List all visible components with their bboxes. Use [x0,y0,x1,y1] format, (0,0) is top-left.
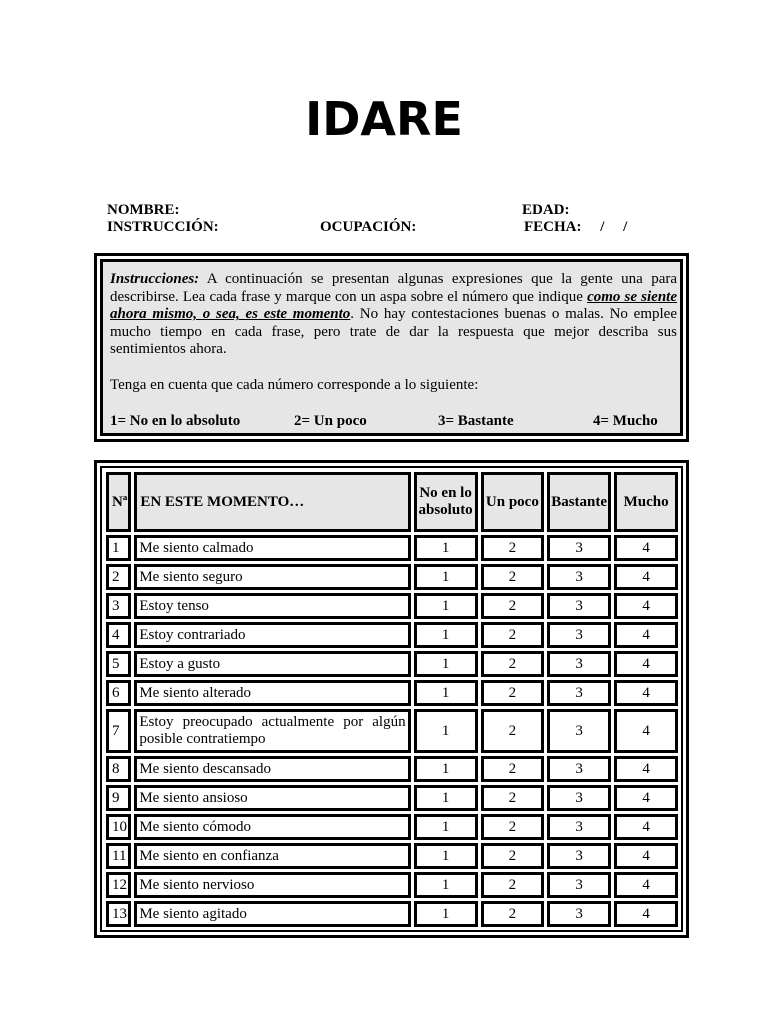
fecha-label: FECHA: / / [524,219,628,235]
option-mucho[interactable]: 4 [614,785,678,811]
table-row [106,756,678,782]
option-bastante[interactable]: 3 [547,756,611,782]
option-mucho[interactable]: 4 [614,901,678,927]
item-number: 13 [106,901,131,927]
option-no-en-lo-absoluto[interactable]: 1 [414,535,478,561]
table-row [106,593,678,619]
header-un-poco: Un poco [481,472,545,532]
option-un-poco[interactable]: 2 [481,535,545,561]
option-mucho[interactable]: 4 [614,872,678,898]
item-number: 11 [106,843,131,869]
option-mucho[interactable]: 4 [614,709,678,753]
item-number: 3 [106,593,131,619]
option-no-en-lo-absoluto[interactable]: 1 [414,564,478,590]
item-statement: Me siento seguro [134,564,410,590]
instruccion-label: INSTRUCCIÓN: [107,219,219,235]
option-no-en-lo-absoluto[interactable]: 1 [414,622,478,648]
option-un-poco[interactable]: 2 [481,901,545,927]
option-mucho[interactable]: 4 [614,535,678,561]
instructions-content [100,259,683,436]
table-row [106,901,678,927]
item-statement: Estoy preocupado actualmente por algún posible contratiempo [134,709,410,753]
header-no-en-lo-absoluto: No en lo absoluto [414,472,478,532]
scale-item-3: 3= Bastante [438,412,514,429]
option-un-poco[interactable]: 2 [481,593,545,619]
option-bastante[interactable]: 3 [547,843,611,869]
option-un-poco[interactable]: 2 [481,651,545,677]
option-un-poco[interactable]: 2 [481,680,545,706]
item-statement: Me siento descansado [134,756,410,782]
item-number: 4 [106,622,131,648]
option-bastante[interactable]: 3 [547,709,611,753]
table-row [106,622,678,648]
item-number: 7 [106,709,131,753]
option-no-en-lo-absoluto[interactable]: 1 [414,901,478,927]
option-un-poco[interactable]: 2 [481,843,545,869]
header-number: Nª [106,472,131,532]
scale-item-2: 2= Un poco [294,412,367,429]
option-bastante[interactable]: 3 [547,564,611,590]
table-row [106,843,678,869]
table-row [106,680,678,706]
nombre-label: NOMBRE: [107,202,180,218]
option-no-en-lo-absoluto[interactable]: 1 [414,872,478,898]
option-no-en-lo-absoluto[interactable]: 1 [414,814,478,840]
option-mucho[interactable]: 4 [614,651,678,677]
option-bastante[interactable]: 3 [547,901,611,927]
item-number: 9 [106,785,131,811]
option-un-poco[interactable]: 2 [481,564,545,590]
option-mucho[interactable]: 4 [614,756,678,782]
scale-legend [110,413,677,431]
table-row [106,814,678,840]
option-mucho[interactable]: 4 [614,564,678,590]
item-statement: Me siento calmado [134,535,410,561]
option-bastante[interactable]: 3 [547,535,611,561]
edad-label: EDAD: [522,202,570,218]
document-title: IDARE [305,92,463,146]
header-mucho: Mucho [614,472,678,532]
option-bastante[interactable]: 3 [547,872,611,898]
table-row [106,651,678,677]
questionnaire-table [94,460,689,938]
option-un-poco[interactable]: 2 [481,814,545,840]
option-no-en-lo-absoluto[interactable]: 1 [414,709,478,753]
item-statement: Estoy tenso [134,593,410,619]
option-bastante[interactable]: 3 [547,651,611,677]
item-number: 2 [106,564,131,590]
item-statement: Estoy a gusto [134,651,410,677]
option-no-en-lo-absoluto[interactable]: 1 [414,785,478,811]
item-number: 6 [106,680,131,706]
instructions-box [94,253,689,442]
option-mucho[interactable]: 4 [614,843,678,869]
option-mucho[interactable]: 4 [614,814,678,840]
instructions-paragraph [110,271,677,359]
item-statement: Me siento nervioso [134,872,410,898]
option-no-en-lo-absoluto[interactable]: 1 [414,756,478,782]
table-row [106,535,678,561]
table-row [106,564,678,590]
header-statement: EN ESTE MOMENTO… [134,472,410,532]
item-statement: Me siento en confianza [134,843,410,869]
items-table [103,469,681,930]
table-row [106,785,678,811]
table-row [106,872,678,898]
option-bastante[interactable]: 3 [547,785,611,811]
item-statement: Estoy contrariado [134,622,410,648]
scale-item-1: 1= No en lo absoluto [110,412,241,429]
option-bastante[interactable]: 3 [547,814,611,840]
option-mucho[interactable]: 4 [614,593,678,619]
table-row [106,709,678,753]
table-header-row [106,472,678,532]
item-statement: Me siento alterado [134,680,410,706]
option-mucho[interactable]: 4 [614,680,678,706]
option-un-poco[interactable]: 2 [481,709,545,753]
instructions-note: Tenga en cuenta que cada número corresponde a lo siguiente: [110,376,479,393]
option-no-en-lo-absoluto[interactable]: 1 [414,651,478,677]
item-statement: Me siento cómodo [134,814,410,840]
option-bastante[interactable]: 3 [547,680,611,706]
option-un-poco[interactable]: 2 [481,756,545,782]
header-bastante: Bastante [547,472,611,532]
instructions-emphasis: como se siente ahora mismo, o sea, es este momento [110,288,677,323]
option-no-en-lo-absoluto[interactable]: 1 [414,680,478,706]
option-no-en-lo-absoluto[interactable]: 1 [414,593,478,619]
option-bastante[interactable]: 3 [547,593,611,619]
item-statement: Me siento ansioso [134,785,410,811]
item-number: 1 [106,535,131,561]
option-no-en-lo-absoluto[interactable]: 1 [414,843,478,869]
option-mucho[interactable]: 4 [614,622,678,648]
item-number: 8 [106,756,131,782]
instructions-text-2: . No hay contestaciones buenas o malas. No emplee mucho tiempo en cada frase, pero trate de dar la respuesta que mejor describa sus sentimientos ahora. [110,306,677,358]
option-un-poco[interactable]: 2 [481,622,545,648]
item-statement: Me siento agitado [134,901,410,927]
item-number: 10 [106,814,131,840]
item-number: 12 [106,872,131,898]
option-un-poco[interactable]: 2 [481,872,545,898]
ocupacion-label: OCUPACIÓN: [320,219,417,235]
option-un-poco[interactable]: 2 [481,785,545,811]
instructions-text-1: A continuación se presentan algunas expresiones que la gente una para describirse. Lea cada frase y marque con un aspa sobre el número que indique [110,271,677,305]
item-number: 5 [106,651,131,677]
instructions-lead: Instrucciones: [110,271,200,287]
scale-item-4: 4= Mucho [593,412,658,429]
option-bastante[interactable]: 3 [547,622,611,648]
